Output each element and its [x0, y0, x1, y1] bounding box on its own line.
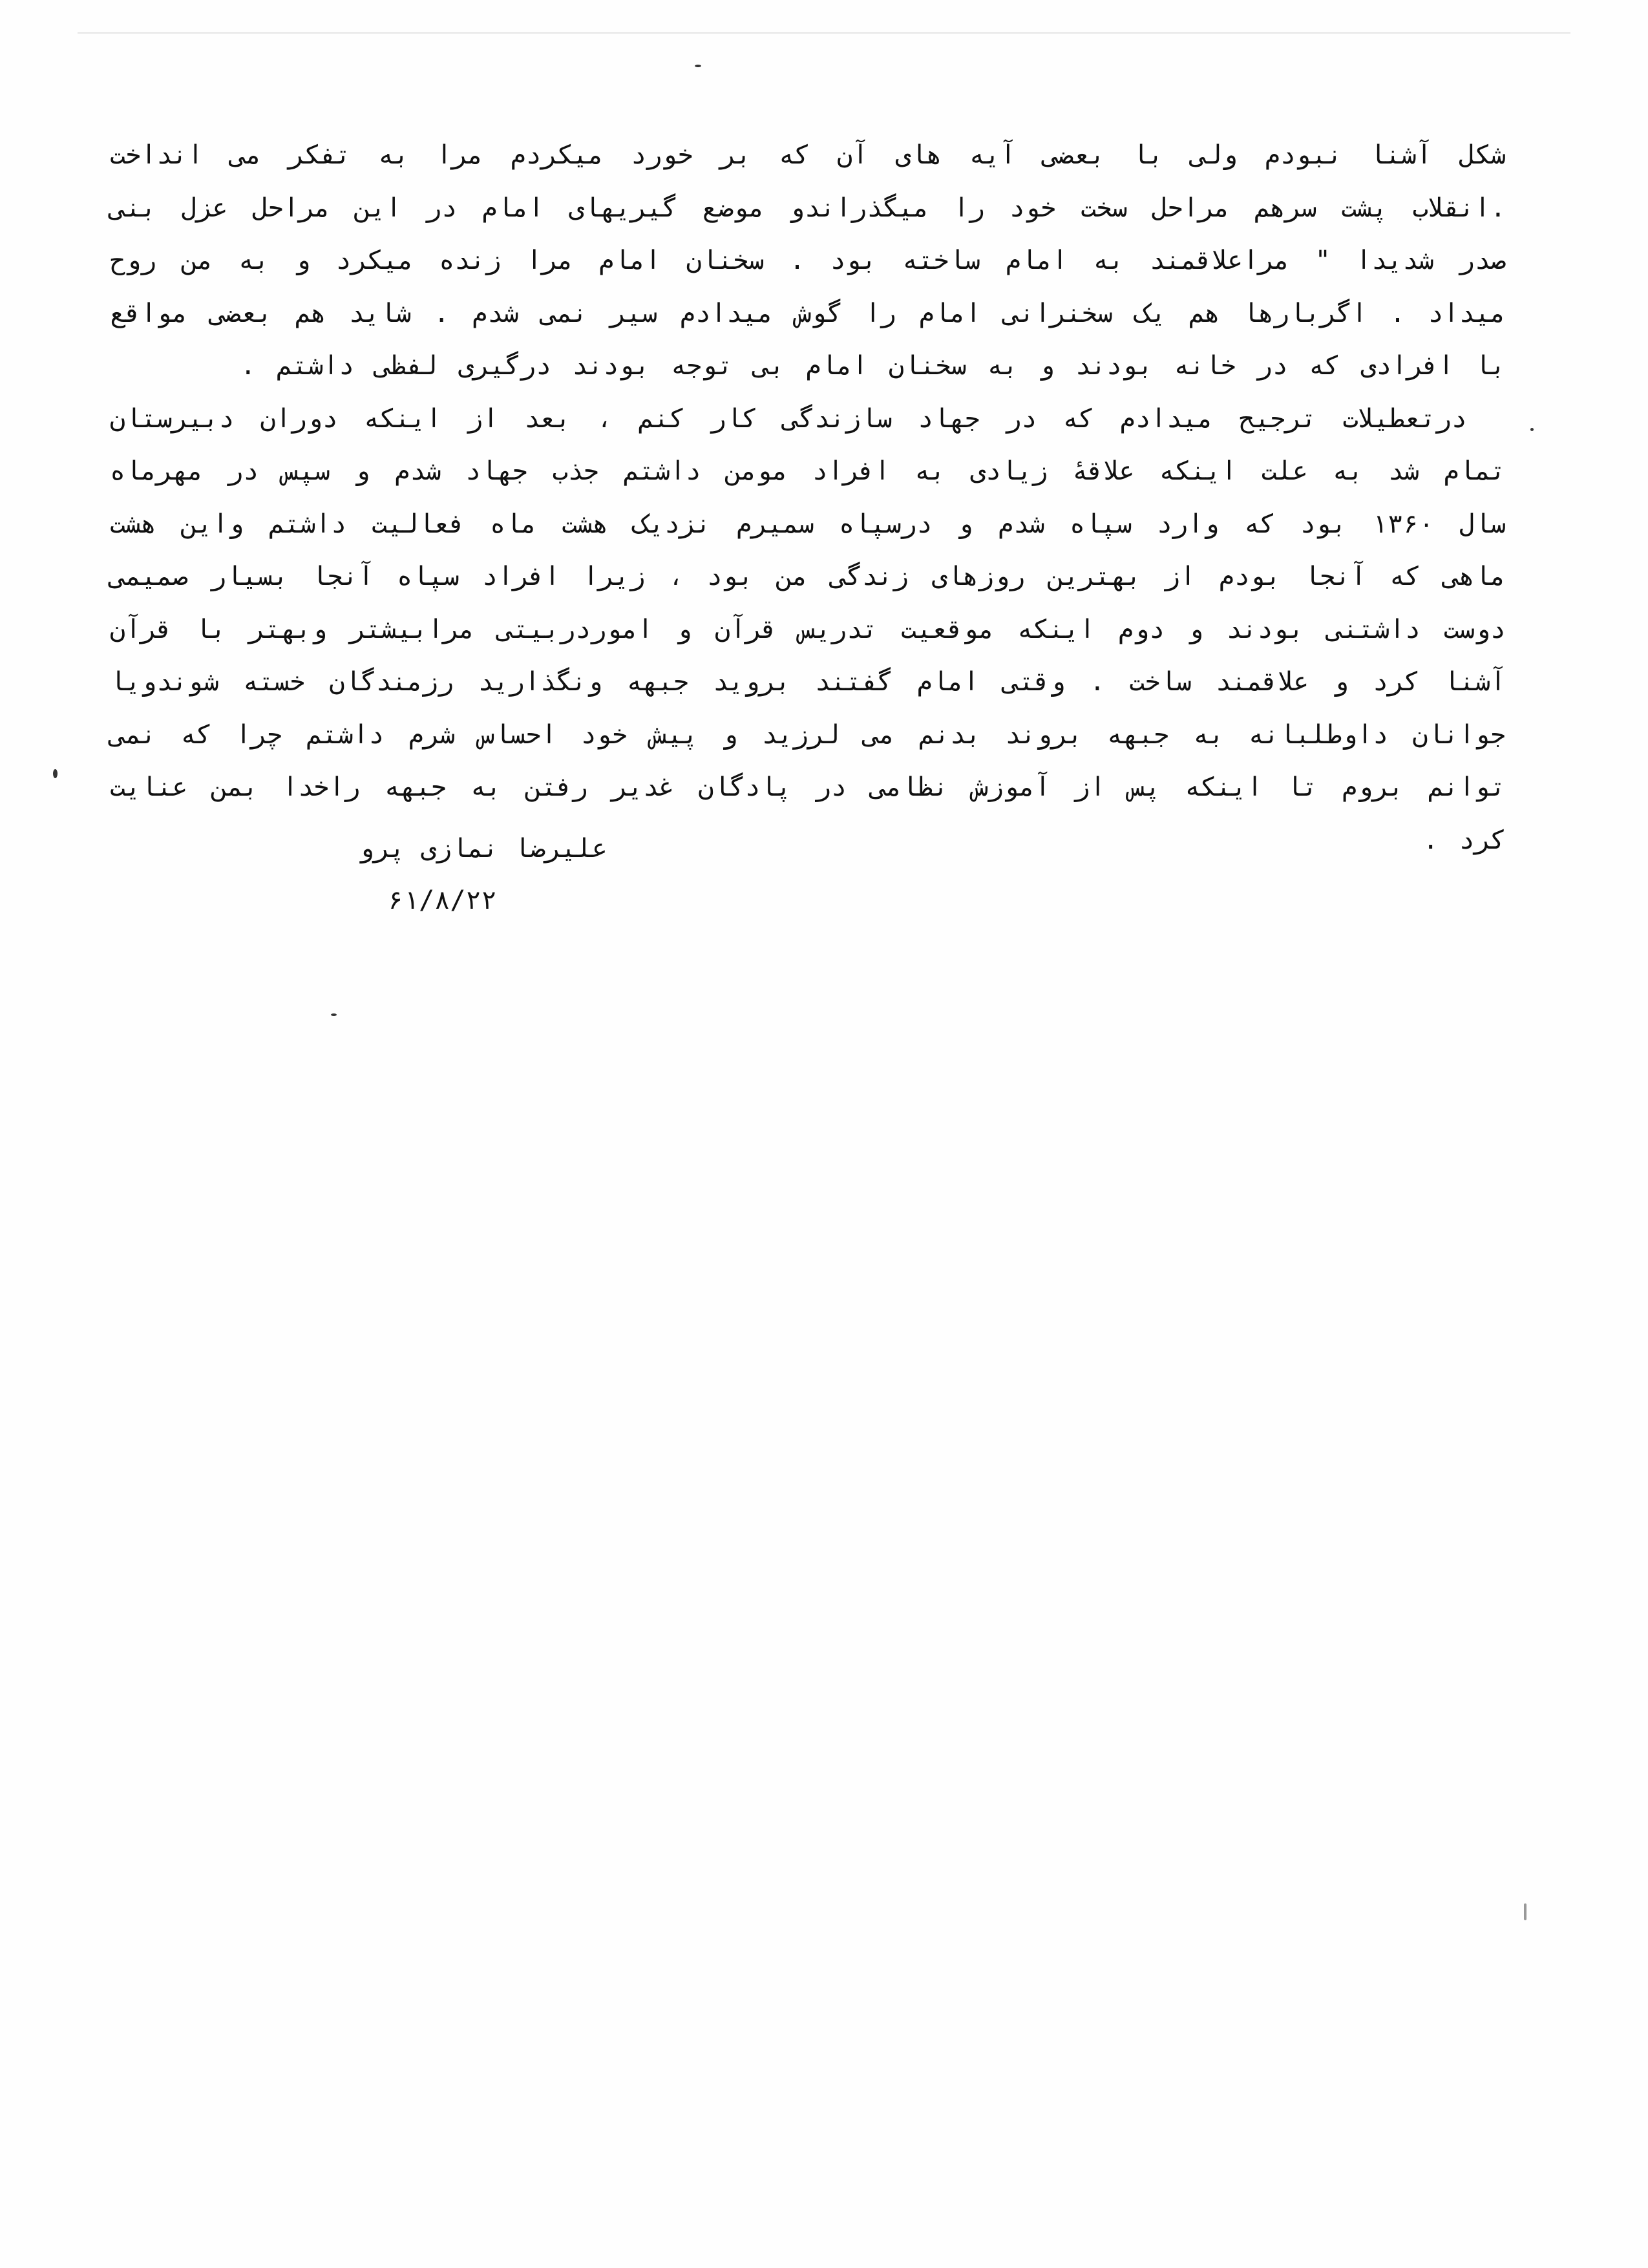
- scan-speck: [1530, 428, 1534, 431]
- scan-speck: [331, 1013, 337, 1016]
- scan-speck: [53, 769, 58, 778]
- letter-body: [110, 129, 1506, 867]
- scan-speck: [1524, 1903, 1527, 1920]
- paragraph-2: درتعطیلات ترجیح میدادم که در جهاد سازندگی کار کنم ، بعد از اینکه دوران دبیرستان تمام شد به علت اینکه علاقهٔ زیادی به افراد مومن داشتم جذب جهاد شدم و سپس در مهرماه سال ۱۳۶۰ بود که وارد سپاه شدم و درسپاه سمیرم نزدیک هشت ماه فعالیت داشتم واین هشت ماهی که آنجا بودم از بهترین روزهای زندگی من بود ، زیرا افراد سپاه آنجا بسیار صمیمی دوست داشتنی بودند و دوم اینکه موقعیت تدریس قرآن و اموردربیتی مرابیشتر وبهتر با قرآن آشنا کرد و علاقمند ساخت . وقتی امام گفتند بروید جبهه ونگذارید رزمندگان خسته شوندویا جوانان داوطلبانه به جبهه بروند بدنم می لرزید و پیش خود احساس شرم داشتم چرا که نمی توانم بروم تا اینکه پس از آموزش نظامی در پادگان غدیر رفتن به جبهه راخدا بمن عنایت کرد .: [110, 403, 1506, 855]
- paragraph-1: شکل آشنا نبودم ولی با بعضی آیه های آن که بر خورد میکردم مرا به تفکر می انداخت .انقلاب پشت سرهم مراحل سخت خود را میگذراندو موضع گیریهای امام در این مراحل عزل بنی صدر شدیدا " مراعلاقمند به امام ساخته بود . سخنان امام مرا زنده میکرد و به من روح میداد . اگربارها هم یک سخنرانی امام را گوش میدادم سیر نمی شدم . شاید هم بعضی مواقع با افرادی که در خانه بودند و به سخنان امام بی توجه بودند درگیری لفظی داشتم .: [110, 140, 1506, 381]
- signature-name: علیرضا نمازی پرو: [358, 834, 607, 864]
- signature-date: ۶۱/۸/۲۲: [388, 885, 497, 915]
- page-top-edge-line: [78, 32, 1570, 34]
- scan-speck: [695, 65, 701, 67]
